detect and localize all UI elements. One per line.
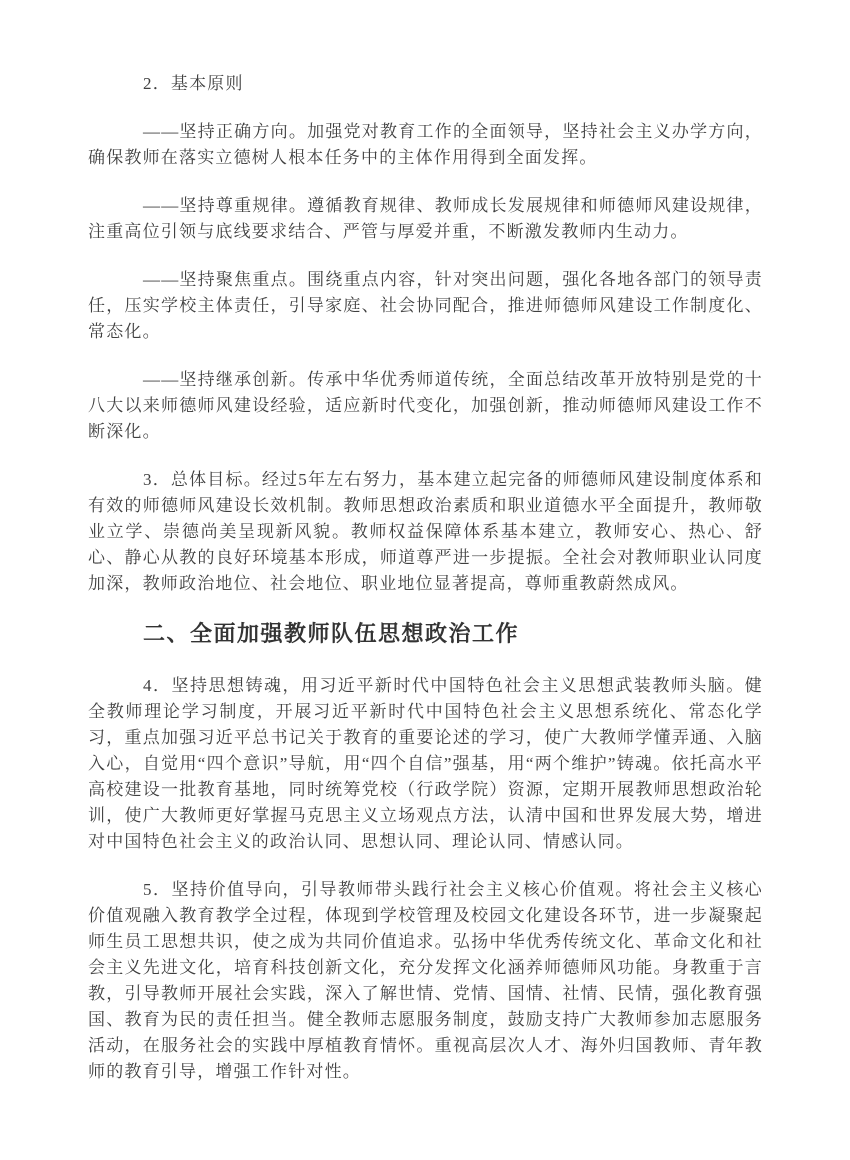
- principle-correct-direction-paragraph: ——坚持正确方向。加强党对教育工作的全面领导，坚持社会主义办学方向，确保教师在落实立德树人根本任务中的主体作用得到全面发挥。: [88, 122, 763, 167]
- principle-respect-rules-paragraph: ——坚持尊重规律。遵循教育规律、教师成长发展规律和师德师风建设规律，注重高位引领与底线要求结合、严管与厚爱并重，不断激发教师内生动力。: [88, 196, 763, 241]
- clause-5-value-orientation-paragraph: 5．坚持价值导向，引导教师带头践行社会主义核心价值观。将社会主义核心价值观融入教育教学全过程，体现到学校管理及校园文化建设各环节，进一步凝聚起师生员工思想共识，使之成为共同价值追求。弘扬中华优秀传统文化、革命文化和社会主义先进文化，培育科技创新文化，充分发挥文化涵养师德师风功能。身教重于言教，引导教师开展社会实践，深入了解世情、党情、国情、社情、民情，强化教育强国、教育为民的责任担当。健全教师志愿服务制度，鼓励支持广大教师参加志愿服务活动，在服务社会的实践中厚植教育情怀。重视高层次人才、海外归国教师、青年教师的教育引导，增强工作针对性。: [88, 880, 763, 1081]
- section-2-heading: 二、全面加强教师队伍思想政治工作: [143, 621, 520, 646]
- clause-4-ideological-soul-paragraph: 4．坚持思想铸魂，用习近平新时代中国特色社会主义思想武装教师头脑。健全教师理论学习制度，开展习近平新时代中国特色社会主义思想系统化、常态化学习，重点加强习近平总书记关于教育的重要论述的学习，使广大教师学懂弄通、入脑入心，自觉用“四个意识”导航，用“四个自信”强基，用“两个维护”铸魂。依托高水平高校建设一批教育基地，同时统筹党校（行政学院）资源，定期开展教师思想政治轮训，使广大教师更好掌握马克思主义立场观点方法，认清中国和世界发展大势，增进对中国特色社会主义的政治认同、思想认同、理论认同、情感认同。: [88, 676, 763, 851]
- clause-3-overall-goals-paragraph: 3．总体目标。经过5年左右努力，基本建立起完备的师德师风建设制度体系和有效的师德师风建设长效机制。教师思想政治素质和职业道德水平全面提升，教师敬业立学、崇德尚美呈现新风貌。教师权益保障体系基本建立，教师安心、热心、舒心、静心从教的良好环境基本形成，师道尊严进一步提振。全社会对教师职业认同度加深，教师政治地位、社会地位、职业地位显著提高，尊师重教蔚然成风。: [88, 470, 763, 593]
- document-body: [88, 71, 763, 1085]
- clause-2-basic-principles-label: 2．基本原则: [143, 74, 244, 93]
- principle-focus-priorities-paragraph: ——坚持聚焦重点。围绕重点内容，针对突出问题，强化各地各部门的领导责任，压实学校主体责任，引导家庭、社会协同配合，推进师德师风建设工作制度化、常态化。: [88, 270, 763, 341]
- principle-inherit-innovate-paragraph: ——坚持继承创新。传承中华优秀师道传统，全面总结改革开放特别是党的十八大以来师德师风建设经验，适应新时代变化，加强创新，推动师德师风建设工作不断深化。: [88, 370, 763, 441]
